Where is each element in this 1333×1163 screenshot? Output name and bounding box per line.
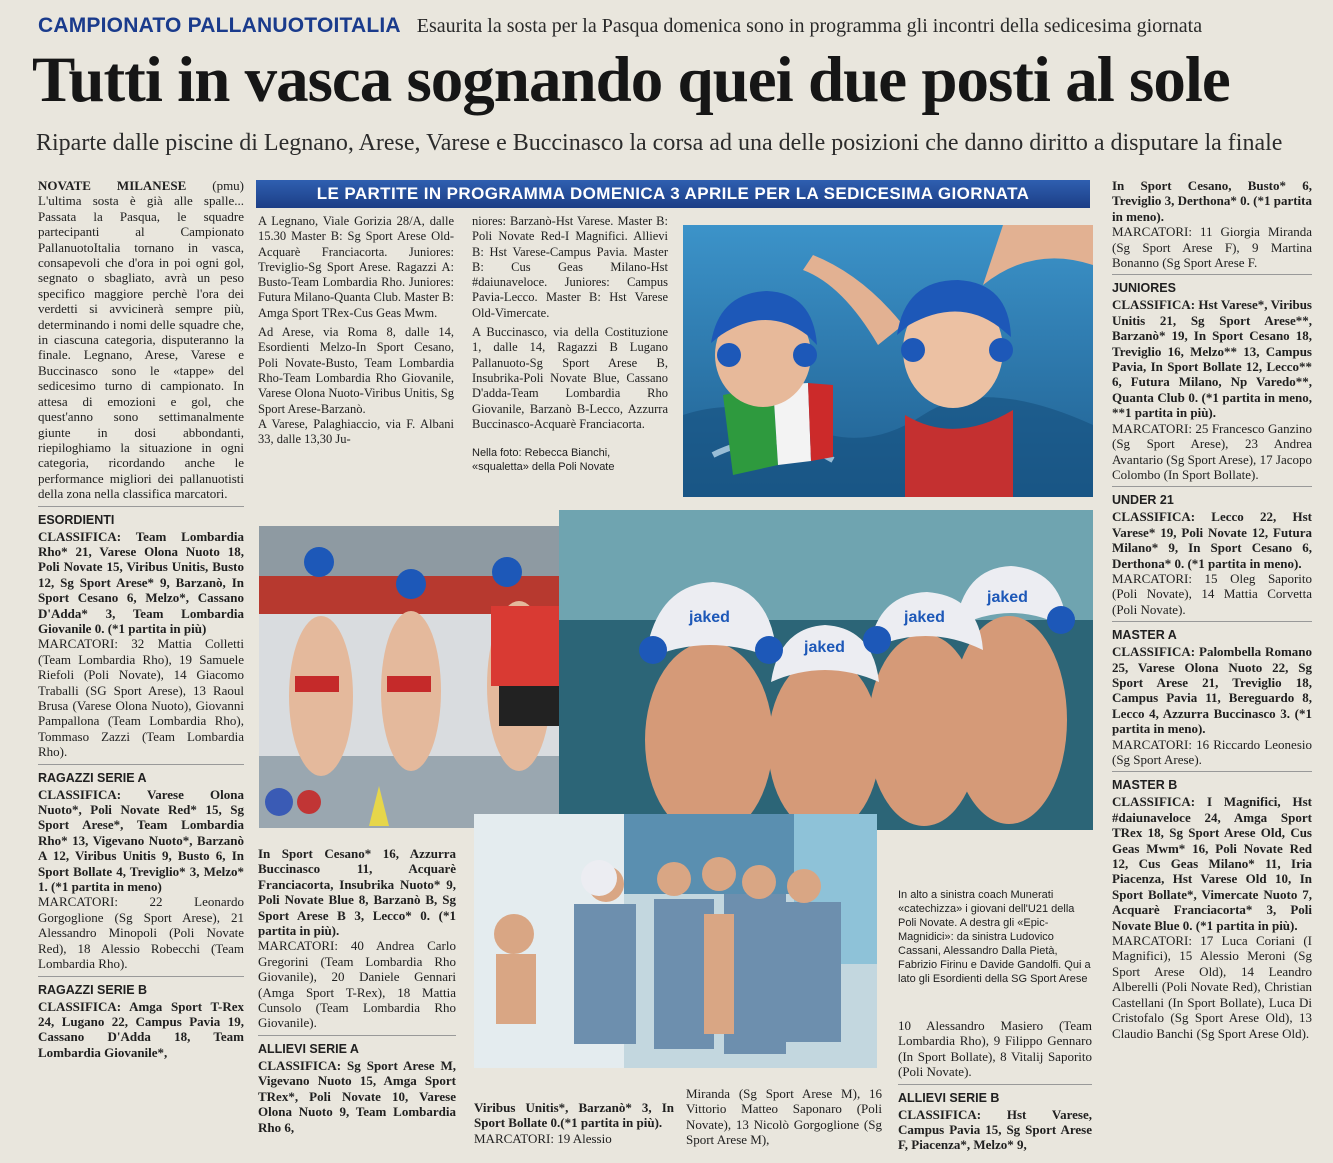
divider [1112, 486, 1312, 487]
ragazzi-a-classifica: CLASSIFICA: Varese Olona Nuoto*, Poli Novate Red* 15, Sg Sport Arese*, Team Lombardia Rho* 13, Vigevano Nuoto*, Barzanò A 12, Viribus Unitis 9, Busto 6, In Sport Bollate 4, Treviglio* 3, Melzo* 1. (*1 partita in meno) [38, 786, 244, 895]
column-schedule-1 [258, 214, 454, 447]
cap-logo: jaked [804, 639, 845, 656]
photo-coach-u21 [259, 526, 579, 828]
esordienti-marcatori: MARCATORI: 32 Mattia Colletti (Team Lombardia Rho), 19 Samuele Riefoli (Poli Novate), 14 Giacomo Traballi (SG Sport Arese), 13 Raoul Brusa (Varese Olona Nuoto), Giovanni Pampallona (Team Lombardia Rho), Tommaso Zazzi (Team Lombardia Rho). [38, 636, 244, 760]
column-schedule-2 [472, 214, 668, 474]
headline: Tutti in vasca sognando quei due posti al sole [32, 44, 1230, 116]
divider [1112, 771, 1312, 772]
column-bottom-3 [686, 1086, 882, 1148]
photo-esordienti-arese [474, 814, 877, 1068]
juniores-classifica: CLASSIFICA: Hst Varese*, Viribus Unitis 21, Sg Sport Arese**, Barzanò* 19, In Sport Cesano 18, Treviglio 16, Melzo** 13, Campus Pavia, In Sport Bollate 12, Lecco** 6, Futura Milano, Np Varedo**, Quanta Club 0. (*1 partita in meno, **1 partita in più). [1112, 297, 1312, 421]
master-a-marcatori: MARCATORI: 16 Riccardo Leonesio (Sg Sport Arese). [1112, 736, 1312, 767]
intro-paragraph: NOVATE MILANESE (pmu) L'ultima sosta è già alle spalle... Passata la Pasqua, le squadre partecipanti al Campionato PallanuotoItalia tornano in vasca, consapevoli che d'ora in poi ogni gol, segnato o sbagliato, avrà un peso specifico maggiore perchè l'ora dei verdetti si avvicinerà sempre più, determinando i nomi delle squadre che, in ciascuna categoria, disputeranno la finale. Legnano, Arese, Varese e Buccinasco sono le «tappe» del sedicesimo turno di campionato. In attesa di emozioni e gol, che quest'anno sono settimanalmente giunte in dosi abbondanti, riepiloghiamo la situazione in ogni categoria, ricordando anche le performance migliori dei pallanuotisti della zona nella classifica marcatori. [38, 178, 245, 502]
under21-marcatori: MARCATORI: 15 Oleg Saporito (Poli Novate), 14 Mattia Corvetta (Poli Novate). [1112, 570, 1312, 617]
ragazzi-b-classifica: CLASSIFICA: Amga Sport T-Rex 24, Lugano 22, Campus Pavia 19, Cassano D'Adda 18, Team Lombardia Giovanile*, [38, 998, 244, 1060]
divider [258, 1035, 456, 1036]
divider [38, 976, 244, 977]
photo-caption-right: In alto a sinistra coach Munerati «catechizza» i giovani dell'U21 della Poli Novate. A destra gli «Epic-Magnidici»: da sinistra Ludovico Cassani, Alessandro Dalla Pietà, Fabrizio Firinu e Davide Gandolfi. Qui a lato gli Esordienti della SG Sport Arese [898, 889, 1091, 985]
allievi-b-classifica: CLASSIFICA: Hst Varese, Campus Pavia 15, Sg Sport Arese F, Piacenza*, Melzo* 9, [898, 1106, 1092, 1153]
juniores-marcatori: MARCATORI: 25 Francesco Ganzino (Sg Sport Arese), 23 Andrea Avantario (Sg Sport Arese), 17 Jacopo Colombo (In Sport Bollate). [1112, 420, 1312, 482]
section-title-allievi-a: ALLIEVI SERIE A [258, 1041, 359, 1056]
ragazzi-a-marcatori: MARCATORI: 22 Leonardo Gorgoglione (Sg Sport Arese), 21 Alessandro Minopoli (Poli Novate Red), 18 Alessio Robecchi (Team Lombardia Rho). [38, 894, 244, 972]
divider [1112, 621, 1312, 622]
buccinasco-schedule: A Buccinasco, via della Costituzione 1, dalle 14, Ragazzi B Lugano Pallanuoto-Sg Sport Arese B, Insubrika-Poli Novate Blue, Cassano D'adda-Team Lombardia Rho Giovanile, Barzanò B-Lecco, Azzurra Buccinasco-Acquarè Franciacorta. [472, 325, 668, 431]
legnano-schedule: A Legnano, Viale Gorizia 28/A, dalle 15.30 Master B: Sg Sport Arese Old-Acquarè Franciacorta. Juniores: Treviglio-Sg Sport Arese. Ragazzi A: Busto-Team Lombardia Rho. Juniores: Futura Milano-Quanta Club. Master B: Amga Sport TRex-Cus Geas Mwm. [258, 214, 454, 320]
column-bottom-4 [898, 1018, 1092, 1153]
allievi-a-marcatori: MARCATORI: 19 Alessio [474, 1130, 612, 1146]
column-bottom-2 [474, 1100, 674, 1146]
allievi-b-classifica-cont: In Sport Cesano, Busto* 6, Treviglio 3, Derthona* 0. (*1 partita in meno). [1112, 178, 1312, 224]
cap-logo: jaked [987, 589, 1028, 606]
column-bottom-1 [258, 846, 456, 1135]
master-b-marcatori: MARCATORI: 17 Luca Coriani (I Magnifici), 15 Alessio Meroni (Sg Sport Arese Old), 14 Leandro Alberelli (Poli Novate Red), Christian Castellani (In Sport Bollate), Luca Di Cristofalo (Sg Sport Arese Old), 13 Claudio Banchi (Sg Sport Arese Old). [1112, 933, 1312, 1041]
master-b-classifica: CLASSIFICA: I Magnifici, Hst #daiunaveloce 24, Amga Sport TRex 18, Sg Sport Arese Old, Cus Geas Mwm* 16, Poli Novate Red 12, Cus Geas Milano* 11, Iria Piacenza, Hst Varese Old 10, In Sport Bollate*, Vimercate Nuoto 7, Acquarè Franciacorta* 3, Poli Novate Blue 0. (*1 partita in più). [1112, 794, 1312, 933]
allievi-a-classifica-cont: Viribus Unitis*, Barzanò* 3, In Sport Bollate 0.(*1 partita in più). [474, 1100, 674, 1131]
varese-schedule-cont: niores: Barzanò-Hst Varese. Master B: Poli Novate Red-I Magnifici. Allievi B: Hst Varese-Campus Pavia. Master B: Cus Geas Milano-Hst #daiunaveloce. Juniores: Campus Pavia-Lecco. Master B: Hst Varese Old-Vimercate. [472, 214, 668, 320]
section-title-esordienti: ESORDIENTI [38, 512, 115, 527]
ragazzi-b-classifica-cont: In Sport Cesano* 16, Azzurra Buccinasco 11, Acquarè Franciacorta, Insubrika Nuoto* 9, Poli Novate Blue 8, Barzanò B, Sg Sport Arese B 3, Lecco* 0. (*1 partita in più). [258, 846, 456, 939]
allievi-b-marcatori: MARCATORI: 11 Giorgia Miranda (Sg Sport Arese F), 9 Martina Bonanno (Sg Sport Arese F. [1112, 224, 1312, 271]
photo-epic-magnidici [559, 510, 1093, 830]
section-title-ragazzi-b: RAGAZZI SERIE B [38, 982, 148, 997]
divider [38, 764, 244, 765]
ragazzi-b-marcatori: MARCATORI: 40 Andrea Carlo Gregorini (Team Lombardia Rho Giovanile), 20 Daniele Gennari (Amga Sport T-Rex), 18 Mattia Cunsolo (Team Lombardia Rho Giovanile). [258, 938, 456, 1031]
under21-classifica: CLASSIFICA: Lecco 22, Hst Varese* 19, Poli Novate 12, Futura Milano* 9, In Sport Cesano 6, Derthona* 0. (*1 partita in meno). [1112, 509, 1312, 571]
master-a-classifica: CLASSIFICA: Palombella Romano 25, Varese Olona Nuoto 22, Sg Sport Arese 21, Treviglio 18, Campus Pavia 11, Bereguardo 8, Lecco 4, Azzurra Buccinasco 3. (*1 partita in meno). [1112, 644, 1312, 737]
cap-logo: jaked [689, 609, 730, 626]
allievi-a-marcatori-cont: Miranda (Sg Sport Arese M), 16 Vittorio Matteo Saponaro (Poli Novate), 13 Nicolò Gorgoglione (Sg Sport Arese M), [686, 1086, 882, 1148]
column-right [1112, 178, 1312, 1041]
allievi-a-marcatori-end: 10 Alessandro Masiero (Team Lombardia Rho), 9 Filippo Gennaro (In Sport Bollate), 8 Vitalij Saporito (Poli Novate). [898, 1018, 1092, 1080]
section-title-under21: UNDER 21 [1112, 493, 1174, 508]
photo-caption-top: Nella foto: Rebecca Bianchi, «squaletta» della Poli Novate [472, 447, 615, 474]
standfirst: Riparte dalle piscine di Legnano, Arese, Varese e Buccinasco la corsa ad una delle posizioni che danno diritto a disputare la finale [36, 130, 1283, 156]
divider [38, 506, 244, 507]
divider [1112, 274, 1312, 275]
kicker-subtitle: Esaurita la sosta per la Pasqua domenica sono in programma gli incontri della sedicesima giornata [416, 15, 1203, 37]
section-title-master-a: MASTER A [1112, 628, 1177, 643]
photo-waterpolo-girls [683, 225, 1093, 497]
section-title-master-b: MASTER B [1112, 778, 1178, 793]
allievi-a-classifica: CLASSIFICA: Sg Sport Arese M, Vigevano Nuoto 15, Amga Sport TRex*, Poli Novate 10, Varese Olona Nuoto 9, Team Lombardia Rho 6, [258, 1057, 456, 1135]
schedule-banner: LE PARTITE IN PROGRAMMA DOMENICA 3 APRILE PER LA SEDICESIMA GIORNATA [256, 180, 1090, 208]
section-kicker: CAMPIONATO PALLANUOTOITALIA [38, 14, 401, 37]
cap-logo: jaked [904, 609, 945, 626]
divider [898, 1084, 1092, 1085]
arese-schedule: Ad Arese, via Roma 8, dalle 14, Esordienti Melzo-In Sport Cesano, Poli Novate-Busto, Team Lombardia Rho-Team Lombardia Rho Giovanile, Varese Olona Nuoto-Viribus Unitis, Sg Sport Arese-Barzanò. [258, 325, 454, 416]
section-title-juniores: JUNIORES [1112, 281, 1176, 296]
column-left [38, 178, 244, 1060]
section-title-ragazzi-a: RAGAZZI SERIE A [38, 770, 147, 785]
varese-schedule: A Varese, Palaghiaccio, via F. Albani 33, dalle 13,30 Ju- [258, 416, 454, 447]
esordienti-classifica: CLASSIFICA: Team Lombardia Rho* 21, Varese Olona Nuoto 18, Poli Novate 15, Viribus Unitis, Busto 12, Sg Sport Arese* 9, Barzanò, In Sport Cesano 6, Melzo*, Cassano D'Adda* 3, Team Lombardia Giovanile 0. (*1 partita in più) [38, 528, 244, 636]
section-title-allievi-b: ALLIEVI SERIE B [898, 1090, 1000, 1105]
